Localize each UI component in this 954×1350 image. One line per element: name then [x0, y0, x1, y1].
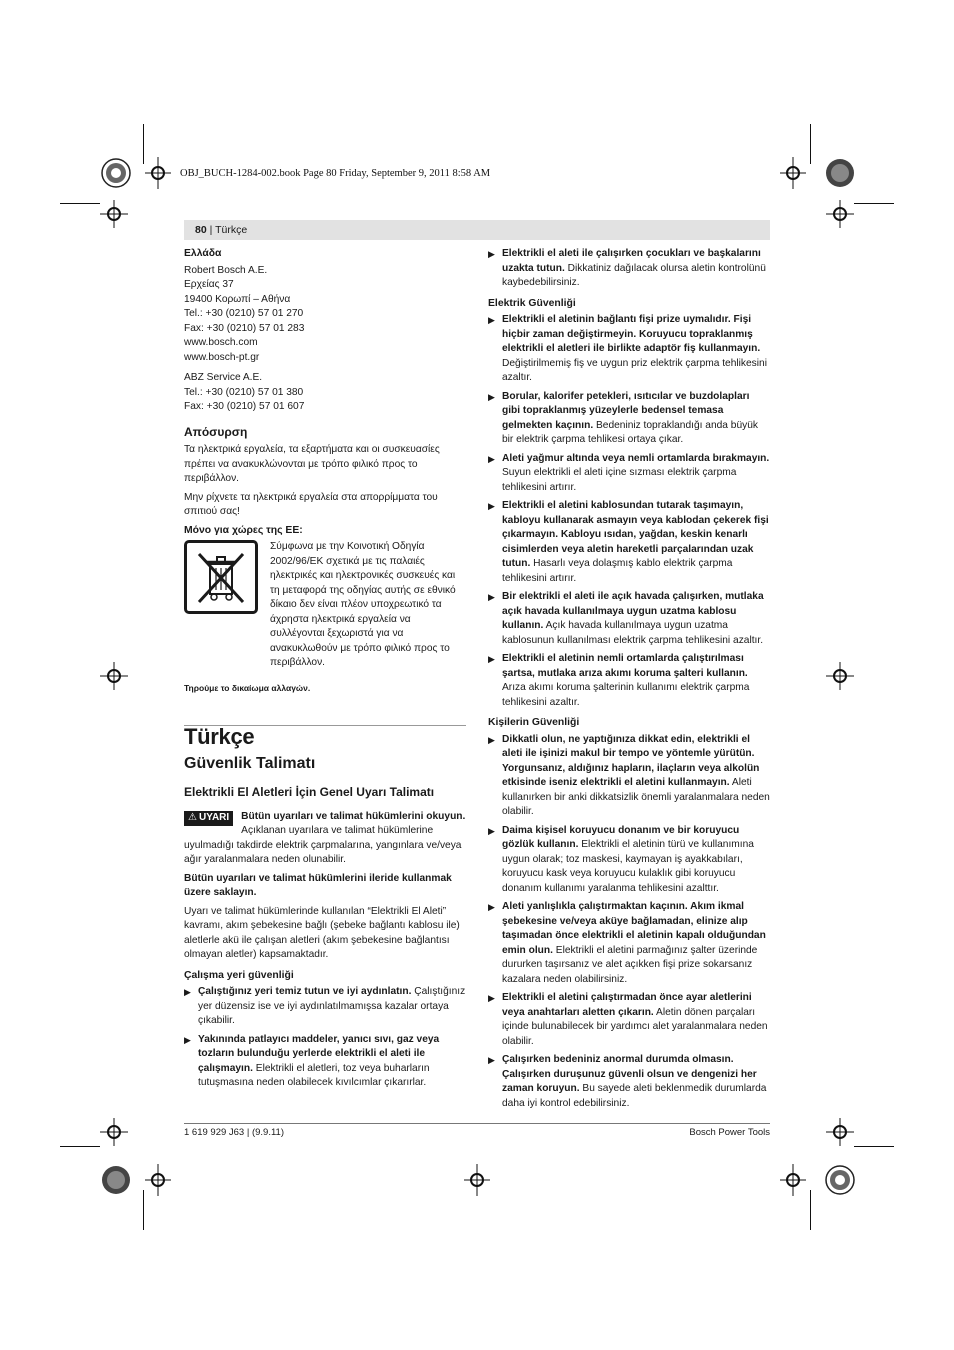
- item-bold: Aleti yağmur altında veya nemli ortamlarda bırakmayın.: [502, 452, 770, 464]
- bullet-arrow-icon: ▶: [488, 315, 495, 325]
- crosshair-icon: [100, 662, 128, 690]
- rights-note: Τηρούμε το δικαίωμα αλλαγών.: [184, 682, 311, 693]
- header-language: Türkçe: [215, 224, 248, 236]
- bullet-arrow-icon: ▶: [184, 1034, 191, 1045]
- list-item: [488, 900, 770, 987]
- file-info-line: OBJ_BUCH-1284-002.book Page 80 Friday, September 9, 2011 8:58 AM: [180, 168, 491, 179]
- list-item: [488, 824, 770, 897]
- address-line: Robert Bosch A.E.: [184, 264, 268, 276]
- bullet-arrow-icon: ▶: [488, 654, 495, 664]
- language-title: Türkçe: [184, 724, 255, 749]
- disposal-paragraph: Τα ηλεκτρικά εργαλεία, τα εξαρτήματα και οι συσκευασίες πρέπει να ανακυκλώνονται με τρόπο φιλικό προς το περιβάλλον.: [184, 444, 440, 484]
- item-bold: Çalıştığınız yeri temiz tutun ve iyi aydınlatın.: [198, 986, 412, 997]
- item-bold: Daima kişisel koruyucu donanım ve bir koruyucu gözlük kullanın.: [502, 824, 740, 850]
- item-text: Bu sayede aleti beklenmedik durumlarda daha iyi kontrol edebilirsiniz.: [502, 1083, 767, 1109]
- list-item: [184, 1033, 466, 1091]
- bullet-arrow-icon: ▶: [488, 902, 495, 912]
- bullet-arrow-icon: ▶: [184, 987, 191, 997]
- page-header: [184, 220, 770, 240]
- list-item: [488, 1053, 770, 1111]
- crosshair-icon: [145, 1164, 171, 1196]
- registration-mark-icon: [100, 1164, 132, 1196]
- crosshair-icon: [826, 1118, 854, 1146]
- registration-mark-icon: [100, 157, 132, 189]
- greece-heading: Ελλάδα: [184, 248, 222, 259]
- item-bold: Elektrikli el aletini kablosundan tutarak taşımayın, kabloyu kullanarak asmayın veya kablodan çekerek fişi çıkarmayın. Kabloyu ısıdan, yağdan, keskin kenarlı cisimlerden veya aletin hareketli parçalarından uzak tutun.: [502, 500, 769, 569]
- item-text: Suyun elektrikli el aleti içine sızması elektrik çarpma tehlikesini artırır.: [502, 467, 737, 493]
- list-item: [488, 313, 770, 386]
- item-text: Arıza akımı koruma şalterinin kullanımı elektrik çarpma tehlikesini azaltır.: [502, 682, 750, 708]
- address-line: ABZ Service A.E.: [184, 372, 263, 383]
- footer-brand: Bosch Power Tools: [689, 1127, 770, 1138]
- list-item: [184, 985, 466, 1029]
- electric-safety-heading: Elektrik Güvenliği: [488, 297, 576, 309]
- bullet-arrow-icon: ▶: [488, 453, 495, 464]
- warning-paragraph: [184, 810, 466, 868]
- item-bold: Elektrikli el aletinin bağlantı fişi prize uymalıdır. Fişi hiçbir zaman değiştirmeyin. Koruyucu topraklanmış elektrikli el aletleri ile birlikte adaptör fiş kullanmayın.: [502, 314, 761, 354]
- item-bold: Elektrikli el aletini çalıştırmadan önce ayar aletlerini veya anahtarları aletten çıkarın.: [502, 992, 752, 1018]
- item-text: Değiştirilmemiş fiş ve uygun priz elektrik çarpma tehlikesini azaltır.: [502, 357, 767, 383]
- bullet-arrow-icon: ▶: [488, 734, 495, 745]
- warning-badge: [184, 811, 233, 826]
- personal-safety-heading: Kişilerin Güvenliği: [488, 717, 580, 728]
- item-bold: Elektrikli el aleti ile çalışırken çocukları ve başkalarını uzakta tutun.: [502, 248, 761, 274]
- website-link[interactable]: www.bosch.com: [184, 337, 258, 348]
- item-text: Çalıştığınız yer düzensiz ise ve iyi aydınlatılmamışsa kazalar ortaya çıkabilir.: [198, 986, 466, 1026]
- address-line: Tel.: +30 (0210) 57 01 270: [184, 308, 304, 319]
- list-item: [488, 247, 770, 291]
- address-bosch: [184, 264, 466, 366]
- item-bold: Bir elektrikli el aleti ile açık havada çalışırken, mutlaka açık havada kullanılmaya uygun uzatma kablosu kullanın.: [502, 591, 764, 631]
- list-item: [488, 390, 770, 448]
- item-text: Bedeniniz topraklandığı anda büyük bir elektrik çarpma tehlikesi ortaya çıkar.: [502, 419, 758, 445]
- item-bold: Borular, kalorifer petekleri, ısıtıcılar ve buzdolapları gibi topraklanmış yüzeylerle bedensel temasa gelmekten kaçının.: [502, 390, 750, 431]
- list-item: [488, 652, 770, 710]
- work-safety-heading: Çalışma yeri güvenliği: [184, 969, 294, 981]
- warning-text: Açıklanan uyarılara ve talimat hükümlerine uyulmadığı takdirde elektrik çarpmalarına, yangınlara ve/veya ağır yaralanmalara neden olunabilir.: [184, 825, 462, 865]
- address-line: Tel.: +30 (0210) 57 01 380: [184, 386, 304, 398]
- bullet-arrow-icon: ▶: [488, 592, 495, 602]
- list-item: [488, 733, 770, 820]
- list-item: [488, 452, 770, 496]
- website-link[interactable]: www.bosch-pt.gr: [184, 351, 260, 363]
- item-bold: Dikkatli olun, ne yaptığınıza dikkat edin, elektrikli el aleti ile işinizi makul bir tempo ve yöntemle yürütün. Yorgunsanız, aldığınız hapların, ilaçların veya alkolün etkisinde iseniz elektrikli el aletini kullanmayın.: [502, 733, 760, 788]
- bullet-arrow-icon: ▶: [488, 501, 495, 511]
- list-item: [488, 590, 770, 648]
- address-abz: [184, 371, 466, 415]
- list-item: [488, 499, 770, 586]
- registration-mark-icon: [824, 157, 856, 189]
- header-separator: |: [209, 224, 216, 236]
- item-text: Hasarlı veya dolaşmış kablo elektrik çarpma tehlikesini artırır.: [502, 558, 733, 584]
- crosshair-icon: [464, 1164, 490, 1196]
- disposal-heading: Απόσυρση: [184, 424, 248, 439]
- item-bold: Çalışırken bedeniniz anormal durumda olmasın. Çalışırken duruşunuz güvenli olsun ve dengenizi her zaman koruyun.: [502, 1054, 757, 1094]
- warning-bold: Bütün uyarıları ve talimat hükümlerini okuyun.: [241, 810, 466, 822]
- crosshair-icon: [826, 662, 854, 690]
- disposal-paragraph: Μην ρίχνετε τα ηλεκτρικά εργαλεία στα απορρίμματα του σπιτιού σας!: [184, 491, 438, 517]
- bullet-arrow-icon: ▶: [488, 825, 495, 836]
- left-column: [184, 247, 466, 1095]
- item-text: Elektrikli el aletini parmağınız şalter üzerinde dururken taşırsanız ve alet açıkken fişi prize sokarsanız kazalara neden olabilirsiniz.: [502, 944, 758, 985]
- page-number: 80: [195, 224, 207, 236]
- item-text: Aleti kullanırken bir anki dikkatsizlik önemli yaralanmalara neden olabilir.: [502, 777, 770, 817]
- footer-doc-number: 1 619 929 J63 | (9.9.11): [184, 1127, 285, 1138]
- footer-divider: [184, 1123, 770, 1124]
- address-line: Fax: +30 (0210) 57 01 607: [184, 401, 305, 412]
- crosshair-icon: [100, 200, 128, 228]
- crosshair-icon: [145, 157, 171, 189]
- address-line: 19400 Κορωπί – Αθήνα: [184, 293, 291, 305]
- crossed-bin-icon: [184, 540, 258, 614]
- bullet-arrow-icon: ▶: [488, 249, 495, 259]
- eu-heading: Μόνο για χώρες της ΕΕ:: [184, 524, 303, 536]
- weee-block: [184, 540, 466, 671]
- item-text: Elektrikli el aletinin türü ve kullanımına uygun olarak; toz maskesi, kaymayan iş ayakkabıları, koruyucu kask veya koruyucu kulaklık gibi koruyucu donanım kullanımı yaralanma tehlikesini azalttır.: [502, 839, 754, 894]
- address-line: Ερχείας 37: [184, 279, 234, 290]
- list-item: [488, 991, 770, 1049]
- crosshair-icon: [780, 157, 806, 189]
- bullet-arrow-icon: ▶: [488, 993, 495, 1003]
- item-bold: Elektrikli el aletinin nemli ortamlarda çalıştırılması şartsa, mutlaka arıza akımı koruma şalteri kullanın.: [502, 653, 748, 679]
- item-text: Dikkatiniz dağılacak olursa aletin kontrolünü kaybedebilirsiniz.: [502, 262, 766, 288]
- item-text: Açık havada kullanılmaya uygun uzatma kablosunun kullanılması elektrik çarpma tehlikesini azaltır.: [502, 620, 764, 646]
- right-column: [488, 247, 770, 1115]
- crosshair-icon: [100, 1118, 128, 1146]
- item-bold: Yakınında patlayıcı maddeler, yanıcı sıvı, gaz veya tozların bulunduğu yerlerde elektrikli el aleti ile çalışmayın.: [198, 1033, 440, 1074]
- bullet-arrow-icon: ▶: [488, 391, 495, 402]
- subsection-title: Elektrikli El Aletleri İçin Genel Uyarı Talimatı: [184, 785, 435, 799]
- term-paragraph: Uyarı ve talimat hükümlerinde kullanılan “Elektrikli El Aleti” kavramı, akım şebekesine bağlı (şebeke bağlantı kablosu ile) aletlerle akü ile çalışan aletleri (akım şebekesine bağlantısı olmayan aletler) kapsamaktadır.: [184, 905, 460, 960]
- keep-instructions: Bütün uyarıları ve talimat hükümlerini ileride kullanmak üzere saklayın.: [184, 872, 452, 898]
- bullet-arrow-icon: ▶: [488, 1055, 495, 1065]
- item-text: Elektrikli el aletleri, toz veya buharların tutuşmasına neden olabilecek kıvılcımlar çıkarırlar.: [198, 1062, 430, 1088]
- section-title: Güvenlik Talimatı: [184, 754, 316, 772]
- item-text: Aletin dönen parçaları içinde bulunabilecek bir yardımcı alet yaralanmalara neden olabilir.: [502, 1006, 768, 1047]
- warning-badge-label: UYARI: [198, 811, 230, 823]
- address-line: Fax: +30 (0210) 57 01 283: [184, 322, 305, 334]
- crosshair-icon: [826, 200, 854, 228]
- warning-triangle-icon: ⚠: [188, 811, 197, 823]
- item-bold: Aleti yanlışlıkla çalıştırmaktan kaçının. Akım ikmal şebekesine ve/veya aküye bağlamadan, elinize alıp taşımadan önce elektrikli el aletinin kapalı olduğundan emin olun.: [502, 901, 766, 956]
- crosshair-icon: [780, 1164, 806, 1196]
- weee-text: Σύμφωνα με την Κοινοτική Οδηγία 2002/96/ΕΚ σχετικά με τις παλαιές ηλεκτρικές και ηλεκτρονικές συσκευές και τη μεταφορά της οδηγίας αυτής σε εθνικό δίκαιο δεν είναι πλέον υποχρεωτικό τα άχρηστα ηλεκτρικά εργαλεία να συλλέγονται ξεχωριστά για να ανακυκλωθούν με τρόπο φιλικό προς το περιβάλλον.: [270, 541, 456, 668]
- registration-mark-icon: [824, 1164, 856, 1196]
